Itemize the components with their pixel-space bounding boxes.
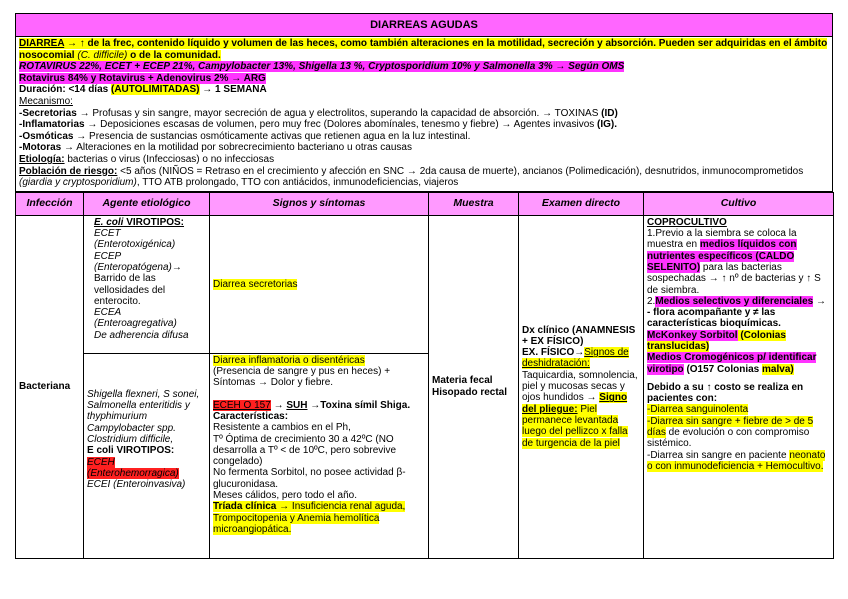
document-page <box>15 13 833 559</box>
table-row <box>16 215 834 353</box>
header-signos: Signos y síntomas <box>210 192 429 215</box>
etiologia-line: Etiología: bacterias o virus (Infecciosas) o no infecciosas <box>19 153 275 165</box>
table-header-row <box>16 192 834 215</box>
header-cultivo: Cultivo <box>644 192 834 215</box>
header-muestra: Muestra <box>429 192 519 215</box>
duracion-line: Duración: <14 días (AUTOLIMITADAS) → 1 SEMANA <box>19 84 267 96</box>
header-agente: Agente etiológico <box>84 192 210 215</box>
cell-examen-directo: Dx clínico (ANAMNESIS + EX FÍSICO) EX. FÍSICO→Signos de deshidratación: Taquicardia, somnolencia, piel y mucosas secas y ojos hundidos → Signo del pliegue: Piel permanece levantada luego del pellizco x falla de turgencia de la piel <box>519 215 644 558</box>
cell-signos-top: Diarrea secretorias <box>210 215 429 353</box>
mecanismo-osmoticas: -Osmóticas → Presencia de sustancias osmóticamente activas que retienen agua en la luz intestinal. <box>19 130 471 142</box>
header-infeccion: Infección <box>16 192 84 215</box>
cell-muestra: Materia fecal Hisopado rectal <box>429 215 519 558</box>
intro-section <box>15 37 833 192</box>
mecanismo-label: Mecanismo: <box>19 95 73 107</box>
header-examen: Examen directo <box>519 192 644 215</box>
cell-agente-top: E. coli VIROTIPOS: ECET (Enterotoxigénica) ECEP (Enteropatógena)→ Barrido de las vellosidades del enterocito. ECEA (Enteroagregativa) De adherencia difusa <box>84 215 210 353</box>
mecanismo-secretorias: -Secretorias → Profusas y sin sangre, mayor secreción de agua y electrolitos, superando la capacidad de absorción. → TOXINAS (ID) <box>19 107 618 119</box>
cell-cultivo: COPROCULTIVO 1.Previo a la siembra se coloca la muestra en medios líquidos con nutrientes específicos (CALDO SELENITO) para las bacterias sospechadas → ↑ nº de bacterias y ↑ S de siembra. 2.Medios selectivos y diferenciales → - flora acompañante y ≠ las características bioquímicas. McKonkey Sorbitol (Colonias translucidas) Medios Cromogénicos p/ identificar virotipo (O157 Colonias malva) Debido a su ↑ costo se realiza en pacientes con: -Diarrea sanguinolenta -Diarrea sin sangre + fiebre de > de 5 días de evolución o con compromiso sistémico. -Diarrea sin sangre en paciente neonato o con inmunodeficiencia + Hemocultivo. <box>644 215 834 558</box>
cell-infeccion: Bacteriana <box>16 215 84 558</box>
cell-signos-bottom: Diarrea inflamatoria o disentéricas (Presencia de sangre y pus en heces) + Síntomas → Dolor y fiebre. ECEH O 157 → SUH →Toxina símil Shiga. Características: Resistente a cambios en el Ph, Tº Óptima de crecimiento 30 a 42ºC (NO desarrolla a Tº < de 10ºC, pero sobrevive congelado) No fermenta Sorbitol, no posee actividad β- glucuronidasa. Meses cálidos, pero todo el año. Tríada clínica → Insuficiencia renal aguda, Trompocitopenia y Anemia hemolítica microangiopática. <box>210 353 429 558</box>
cell-agente-bottom: Shigella flexneri, S sonei, Salmonella enteritidis y thyphimurium Campylobacter spp. Clostridium difficile, E coli VIROTIPOS: ECEH (Enterohemorragica) ECEI (Enteroinvasiva) <box>84 353 210 558</box>
poblacion-riesgo: Población de riesgo: <5 años (NIÑOS = Retraso en el crecimiento y afección en SNC → 2da causa de muerte), ancianos (Polimedicación), desnutridos, inmunocomprometidos (giardia y cryptosporidium), TTO ATB prolongado, TTO con antiácidos, inmunodeficiencias, viajeros <box>19 165 804 189</box>
diarrea-definition: DIARREA → ↑ de la frec, contenido líquido y volumen de las heces, como también alteraciones en la motilidad, secreción y absorción. Pueden ser adquiridas en el ámbito nosocomial (C. difficile) o de la comunidad. <box>19 38 828 61</box>
page-title: DIARREAS AGUDAS <box>15 13 833 37</box>
diarrea-table <box>15 192 834 559</box>
mecanismo-motoras: -Motoras → Alteraciones en la motilidad por sobrecrecimiento bacteriano u otras causas <box>19 142 412 154</box>
mecanismo-inflamatorias: -Inflamatorias → Deposiciones escasas de volumen, pero muy frec (Dolores abomínales, tenesmo y fiebre) → Agentes invasivos (IG). <box>19 119 618 131</box>
who-stats: ROTAVIRUS 22%, ECET + ECEP 21%, Campylobacter 13%, Shigella 13 %, Cryptosporidium 10% y Salmonella 3% → Según OMS Rotavirus 84% y Rotavirus + Adenovirus 2% → ARG <box>19 61 625 84</box>
